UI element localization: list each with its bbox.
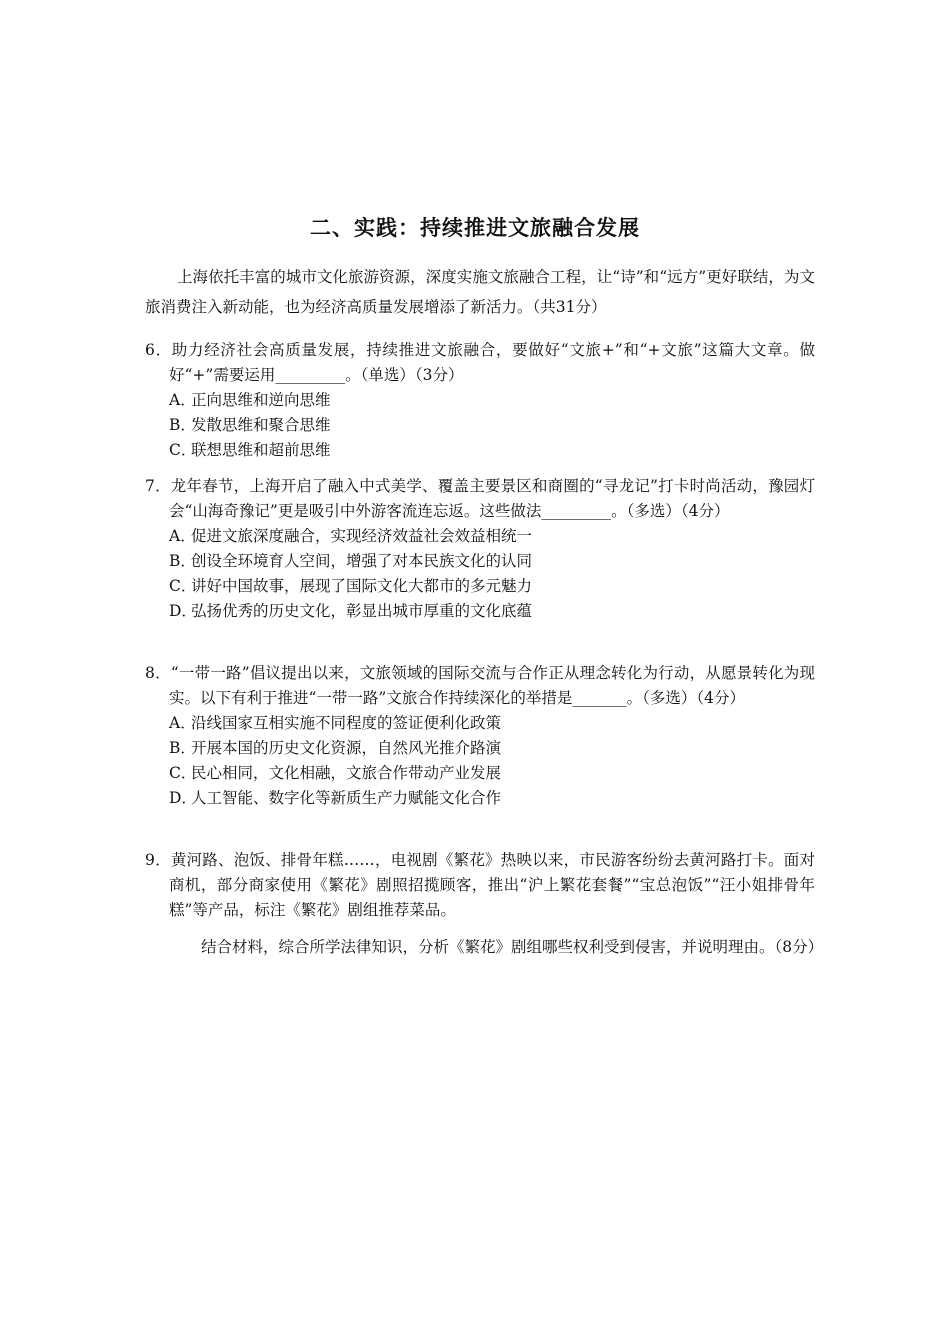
option-letter: C．: [169, 441, 197, 459]
question-number: 9．: [145, 851, 171, 869]
option-letter: D．: [169, 602, 197, 620]
option-c: [145, 574, 815, 599]
question-stem: [145, 474, 815, 524]
option-d: [145, 599, 815, 624]
option-c: [145, 761, 815, 786]
option-text: 开展本国的历史文化资源，自然风光推介路演: [191, 739, 502, 757]
option-text: 弘扬优秀的历史文化，彰显出城市厚重的文化底蕴: [191, 602, 533, 620]
question-stem: [145, 661, 815, 711]
option-b: [145, 549, 815, 574]
section-intro: 上海依托丰富的城市文化旅游资源，深度实施文旅融合工程，让“诗”和“远方”更好联结，为文旅消费注入新动能，也为经济高质量发展增添了新活力。（共31分）: [145, 268, 815, 316]
option-a: [145, 388, 815, 413]
question-text: 龙年春节，上海开启了融入中式美学、覆盖主要景区和商圈的“寻龙记”打卡时尚活动，豫园灯会“山海奇豫记”更是吸引中外游客流连忘返。这些做法_________。（多选）（4分）: [169, 477, 815, 520]
question-9-prompt: 结合材料，综合所学法律知识，分析《繁花》剧组哪些权利受到侵害，并说明理由。（8分）: [201, 938, 824, 956]
option-text: 沿线国家互相实施不同程度的签证便利化政策: [191, 714, 502, 732]
option-text: 创设全环境育人空间，增强了对本民族文化的认同: [191, 552, 533, 570]
option-b: [145, 413, 815, 438]
question-stem: [145, 848, 815, 923]
option-text: 讲好中国故事，展现了国际文化大都市的多元魅力: [191, 577, 533, 595]
option-text: 发散思维和聚合思维: [191, 416, 331, 434]
option-text: 人工智能、数字化等新质生产力赋能文化合作: [191, 789, 502, 807]
question-number: 8．: [145, 664, 171, 682]
option-b: [145, 736, 815, 761]
question-number: 6．: [145, 341, 172, 359]
option-letter: C．: [169, 577, 197, 595]
question-material: 黄河路、泡饭、排骨年糕……，电视剧《繁花》热映以来，市民游客纷纷去黄河路打卡。面对商机，部分商家使用《繁花》剧照招揽顾客，推出“沪上繁花套餐”“宝总泡饭”“汪小姐排骨年糕”等产品，标注《繁花》剧组推荐菜品。: [169, 851, 815, 919]
option-letter: D．: [169, 789, 197, 807]
option-text: 正向思维和逆向思维: [191, 391, 331, 409]
question-text: 助力经济社会高质量发展，持续推进文旅融合，要做好“文旅+”和“+文旅”这篇大文章。做好“+”需要运用_________。（单选）（3分）: [169, 341, 815, 384]
question-number: 7．: [145, 477, 171, 495]
option-letter: A．: [169, 714, 196, 732]
option-letter: B．: [169, 416, 196, 434]
question-7: [145, 474, 815, 624]
option-text: 民心相同，文化相融，文旅合作带动产业发展: [191, 764, 502, 782]
option-letter: B．: [169, 552, 196, 570]
question-8: [145, 661, 815, 811]
question-stem: [145, 338, 815, 388]
option-text: 联想思维和超前思维: [191, 441, 331, 459]
option-d: [145, 786, 815, 811]
option-a: [145, 524, 815, 549]
option-letter: A．: [169, 527, 196, 545]
section-title: 二、实践：持续推进文旅融合发展: [310, 216, 640, 240]
option-letter: B．: [169, 739, 196, 757]
option-c: [145, 438, 815, 463]
question-text: “一带一路”倡议提出以来，文旅领域的国际交流与合作正从理念转化为行动，从愿景转化为现实。以下有利于推进“一带一路”文旅合作持续深化的举措是_______。（多选）（4分）: [169, 664, 815, 707]
option-text: 促进文旅深度融合，实现经济效益社会效益相统一: [191, 527, 533, 545]
option-a: [145, 711, 815, 736]
option-letter: A．: [169, 391, 196, 409]
question-9: [145, 848, 815, 923]
option-letter: C．: [169, 764, 197, 782]
question-6: [145, 338, 815, 463]
